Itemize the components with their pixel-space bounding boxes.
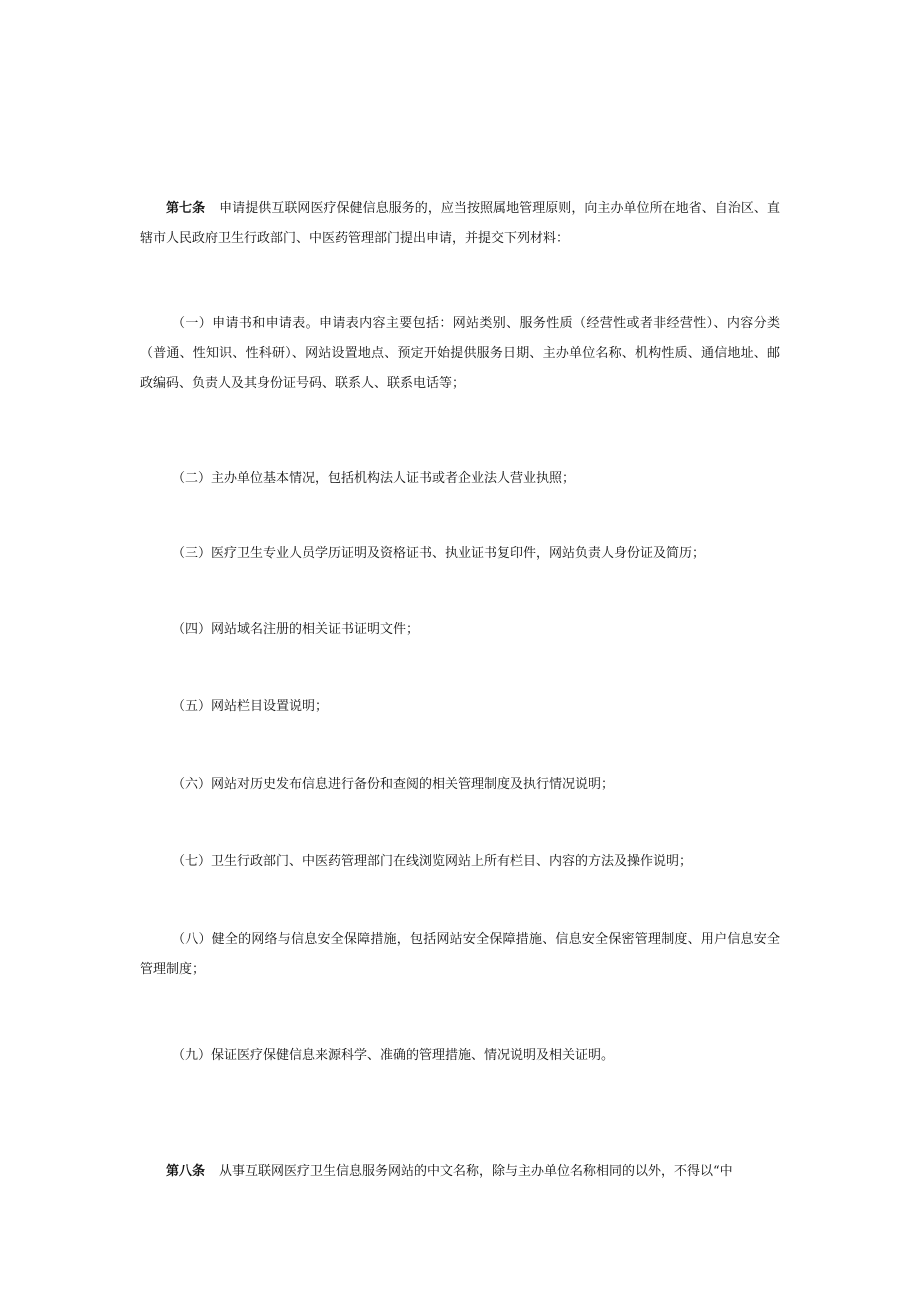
list-item-5: （五）网站栏目设置说明； bbox=[172, 699, 329, 714]
list-item-4: （四）网站域名注册的相关证书证明文件； bbox=[172, 622, 420, 637]
article-8-heading: 第八条 bbox=[166, 1164, 206, 1179]
list-item-1: （一）申请书和申请表。申请表内容主要包括：网站类别、服务性质（经营性或者非经营性）、内容分类（普通、性知识、性科研）、网站设置地点、预定开始提供服务日期、主办单位名称、机构性质、通信地址、邮政编码、负责人及其身份证号码、联系人、联系电话等； bbox=[140, 316, 780, 391]
list-item-6: （六）网站对历史发布信息进行备份和查阅的相关管理制度及执行情况说明； bbox=[172, 777, 615, 792]
list-item-9: （九）保证医疗保健信息来源科学、准确的管理措施、情况说明及相关证明。 bbox=[172, 1048, 615, 1063]
article-8-paragraph bbox=[140, 1157, 780, 1187]
article-7-heading: 第七条 bbox=[166, 201, 206, 216]
list-item-8: （八）健全的网络与信息安全保障措施，包括网站安全保障措施、信息安全保密管理制度、用户信息安全管理制度； bbox=[140, 932, 780, 977]
list-item-2: （二）主办单位基本情况，包括机构法人证书或者企业法人营业执照； bbox=[172, 471, 576, 486]
list-item-7: （七）卫生行政部门、中医药管理部门在线浏览网站上所有栏目、内容的方法及操作说明； bbox=[172, 854, 693, 869]
list-item-3: （三）医疗卫生专业人员学历证明及资格证书、执业证书复印件，网站负责人身份证及简历； bbox=[172, 546, 706, 561]
article-8-text: 从事互联网医疗卫生信息服务网站的中文名称，除与主办单位名称相同的以外，不得以“中 bbox=[219, 1164, 733, 1179]
article-7-text: 申请提供互联网医疗保健信息服务的，应当按照属地管理原则，向主办单位所在地省、自治区、直辖市人民政府卫生行政部门、中医药管理部门提出申请，并提交下列材料： bbox=[140, 201, 780, 246]
article-7-paragraph bbox=[140, 194, 780, 254]
